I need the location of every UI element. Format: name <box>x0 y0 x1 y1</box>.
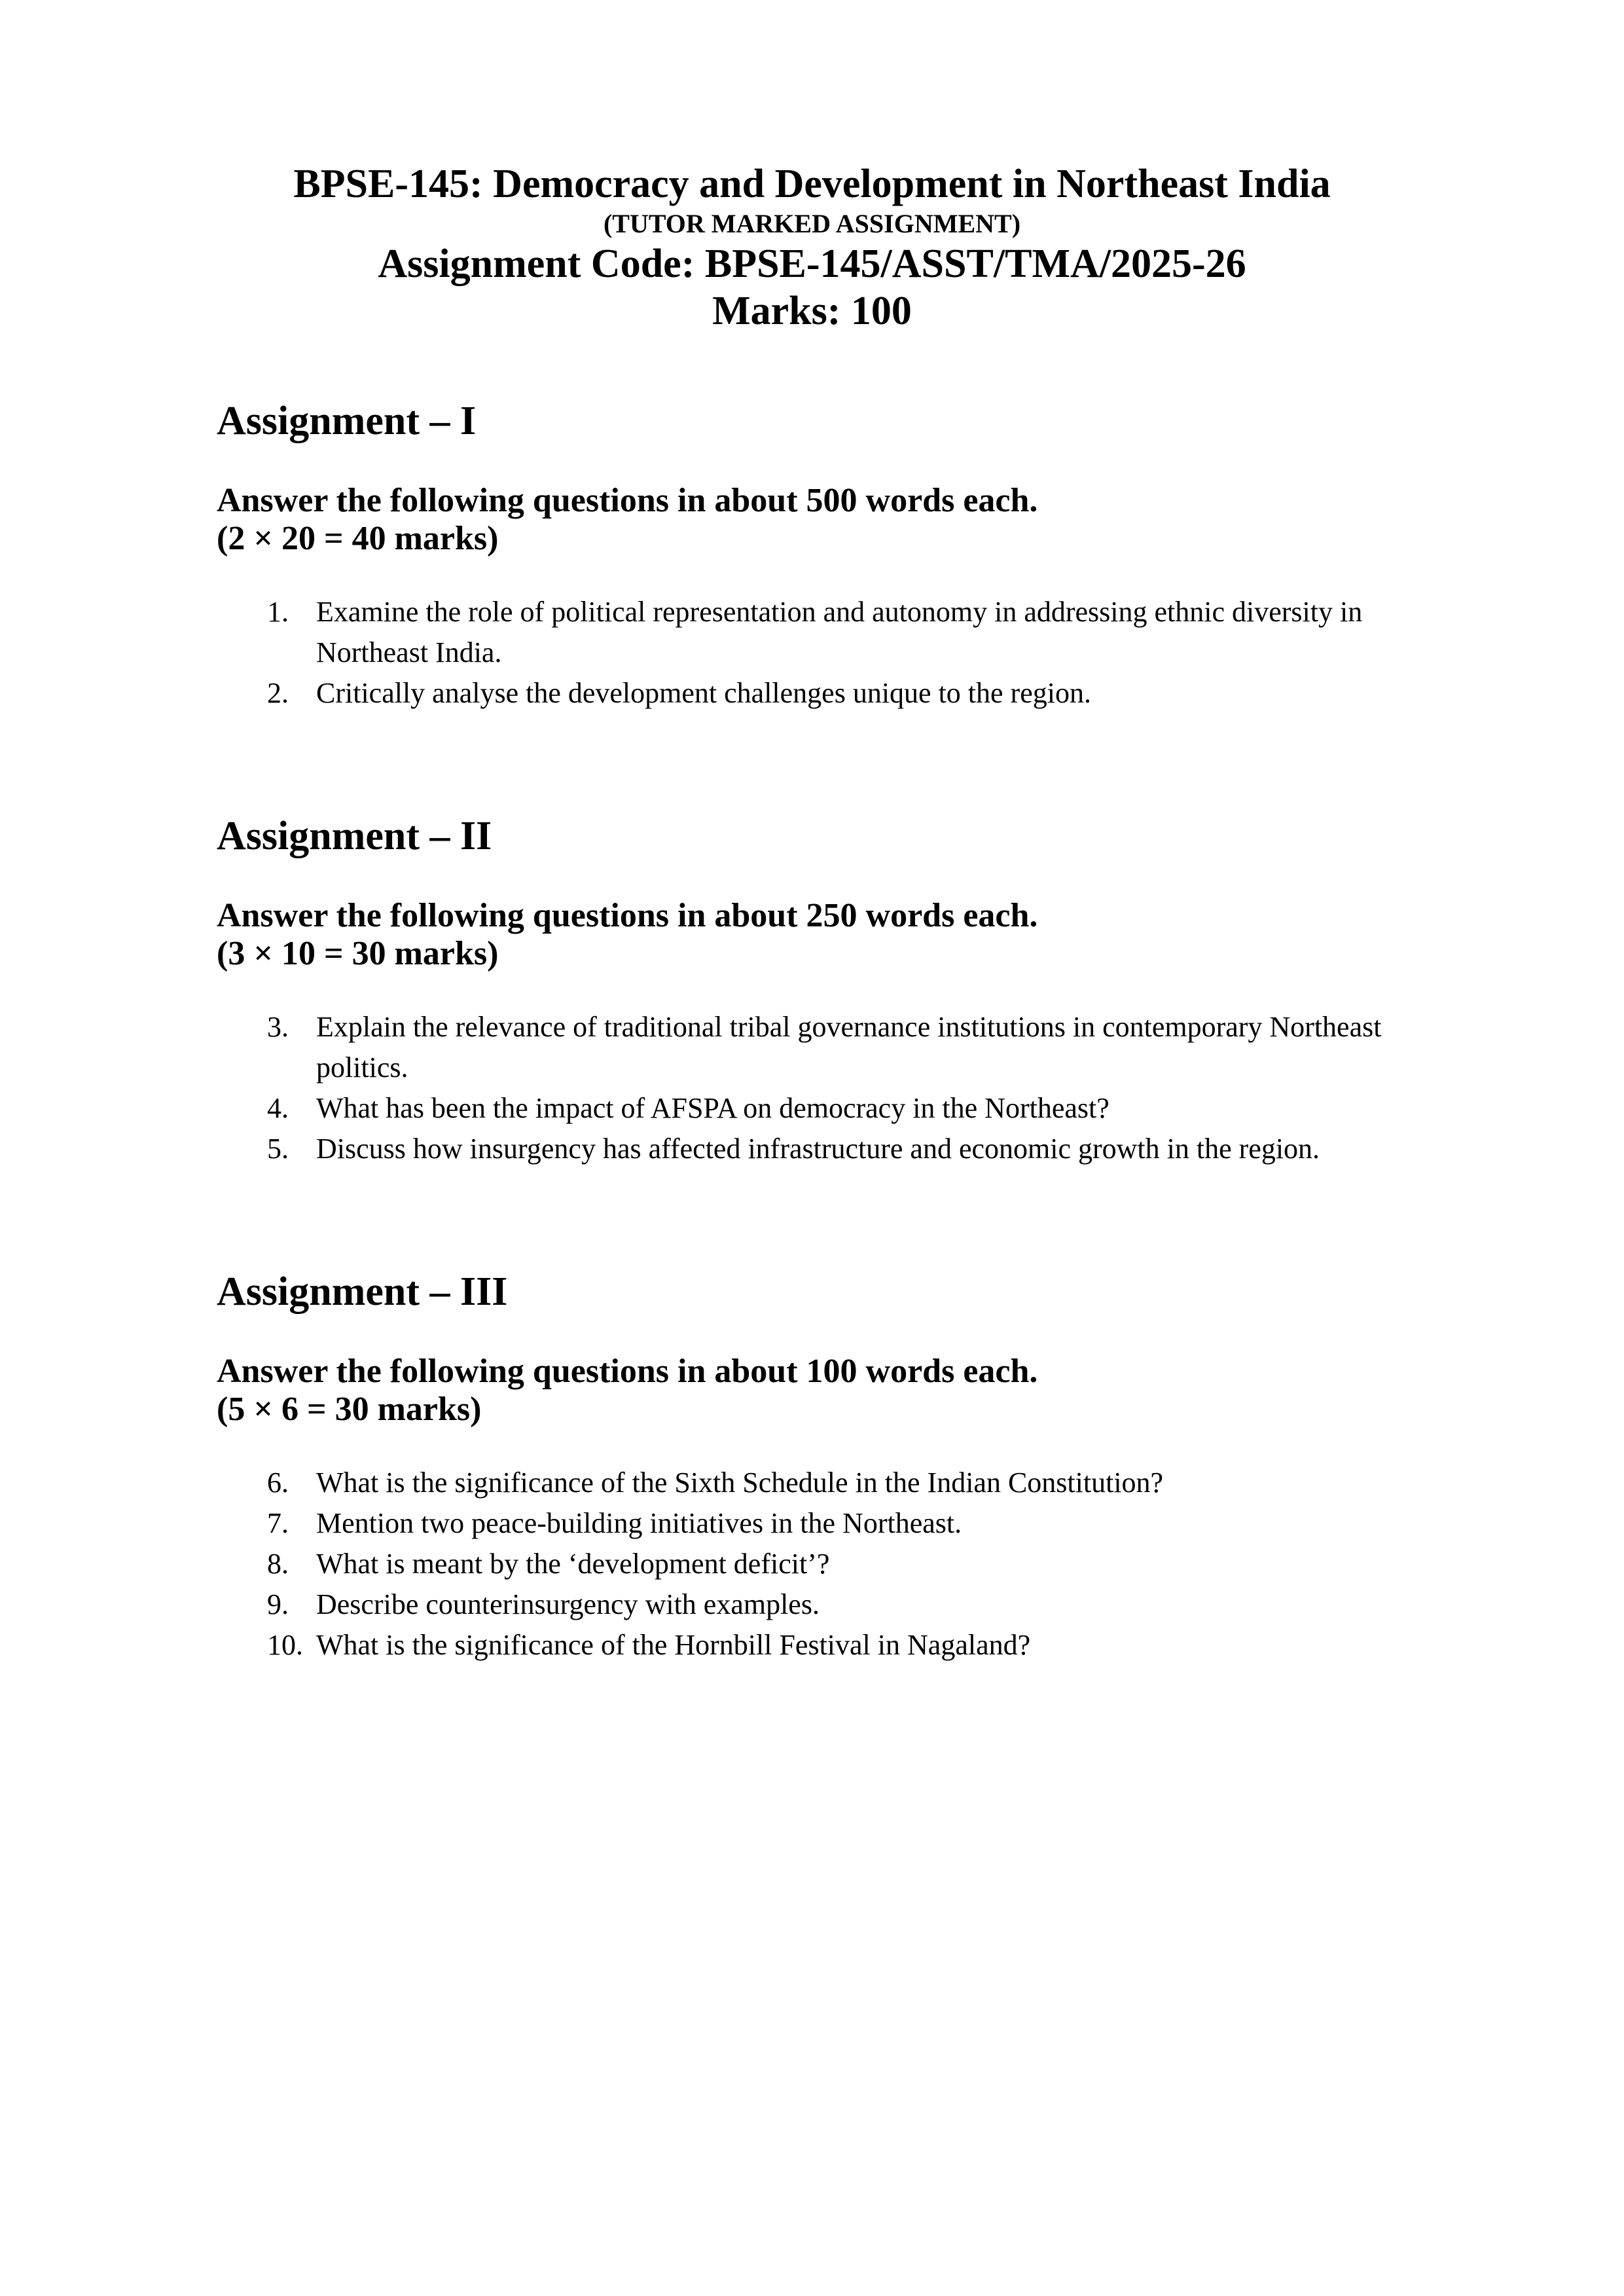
question-list <box>217 1007 1407 1169</box>
section-heading: Assignment – III <box>217 1269 508 1314</box>
marks-note: (3 × 10 = 30 marks) <box>217 935 499 972</box>
question-text: Discuss how insurgency has affected infrastructure and economic growth in the region. <box>316 1133 1320 1165</box>
instruction-text: Answer the following questions in about 100 words each. <box>217 1353 1038 1390</box>
question-number: 1. <box>267 596 289 628</box>
question-text: Examine the role of political representation and autonomy in addressing ethnic diversity in Northeast India. <box>316 596 1363 668</box>
question-item <box>267 1007 1407 1088</box>
question-number: 9. <box>267 1588 289 1620</box>
section-heading: Assignment – I <box>217 399 477 443</box>
question-text: What is the significance of the Hornbill Festival in Nagaland? <box>316 1629 1031 1661</box>
question-list <box>217 1463 1407 1666</box>
assignment-section <box>217 812 1407 1169</box>
assignment-section <box>217 397 1407 714</box>
total-marks: Marks: 100 <box>712 289 912 333</box>
question-text: Critically analyse the development challenges unique to the region. <box>316 677 1091 709</box>
question-number: 7. <box>267 1507 289 1539</box>
marks-note: (5 × 6 = 30 marks) <box>217 1391 482 1428</box>
instruction-block <box>217 482 1407 558</box>
question-item <box>267 1463 1407 1503</box>
instruction-text: Answer the following questions in about 250 words each. <box>217 897 1038 934</box>
assignment-code: Assignment Code: BPSE-145/ASST/TMA/2025-26 <box>378 242 1246 286</box>
title-block <box>217 160 1407 335</box>
question-text: Describe counterinsurgency with examples. <box>316 1588 820 1620</box>
sections <box>217 397 1407 1666</box>
instruction-block <box>217 1353 1407 1429</box>
marks-note: (2 × 20 = 40 marks) <box>217 520 499 557</box>
question-text: What is meant by the ‘development deficit’? <box>316 1548 830 1580</box>
course-title: BPSE-145: Democracy and Development in Northeast India <box>293 162 1331 206</box>
assignment-section <box>217 1267 1407 1666</box>
instruction-text: Answer the following questions in about 500 words each. <box>217 482 1038 519</box>
question-number: 3. <box>267 1011 289 1043</box>
question-text: What has been the impact of AFSPA on democracy in the Northeast? <box>316 1092 1110 1124</box>
question-item <box>267 1129 1407 1169</box>
question-number: 4. <box>267 1092 289 1124</box>
question-number: 10. <box>267 1629 303 1661</box>
question-text: Mention two peace-building initiatives in the Northeast. <box>316 1507 962 1539</box>
question-item <box>267 1544 1407 1584</box>
assignment-type: (TUTOR MARKED ASSIGNMENT) <box>603 209 1021 238</box>
instruction-block <box>217 897 1407 973</box>
question-item <box>267 1584 1407 1625</box>
question-item <box>267 673 1407 714</box>
question-number: 2. <box>267 677 289 709</box>
question-number: 8. <box>267 1548 289 1580</box>
question-list <box>217 592 1407 714</box>
question-text: What is the significance of the Sixth Schedule in the Indian Constitution? <box>316 1467 1164 1499</box>
question-number: 5. <box>267 1133 289 1165</box>
question-item <box>267 1088 1407 1129</box>
question-item <box>267 1625 1407 1666</box>
question-item <box>267 592 1407 673</box>
section-heading: Assignment – II <box>217 814 492 858</box>
question-number: 6. <box>267 1467 289 1499</box>
question-text: Explain the relevance of traditional tribal governance institutions in contemporary Northeast politics. <box>316 1011 1382 1084</box>
question-item <box>267 1503 1407 1544</box>
